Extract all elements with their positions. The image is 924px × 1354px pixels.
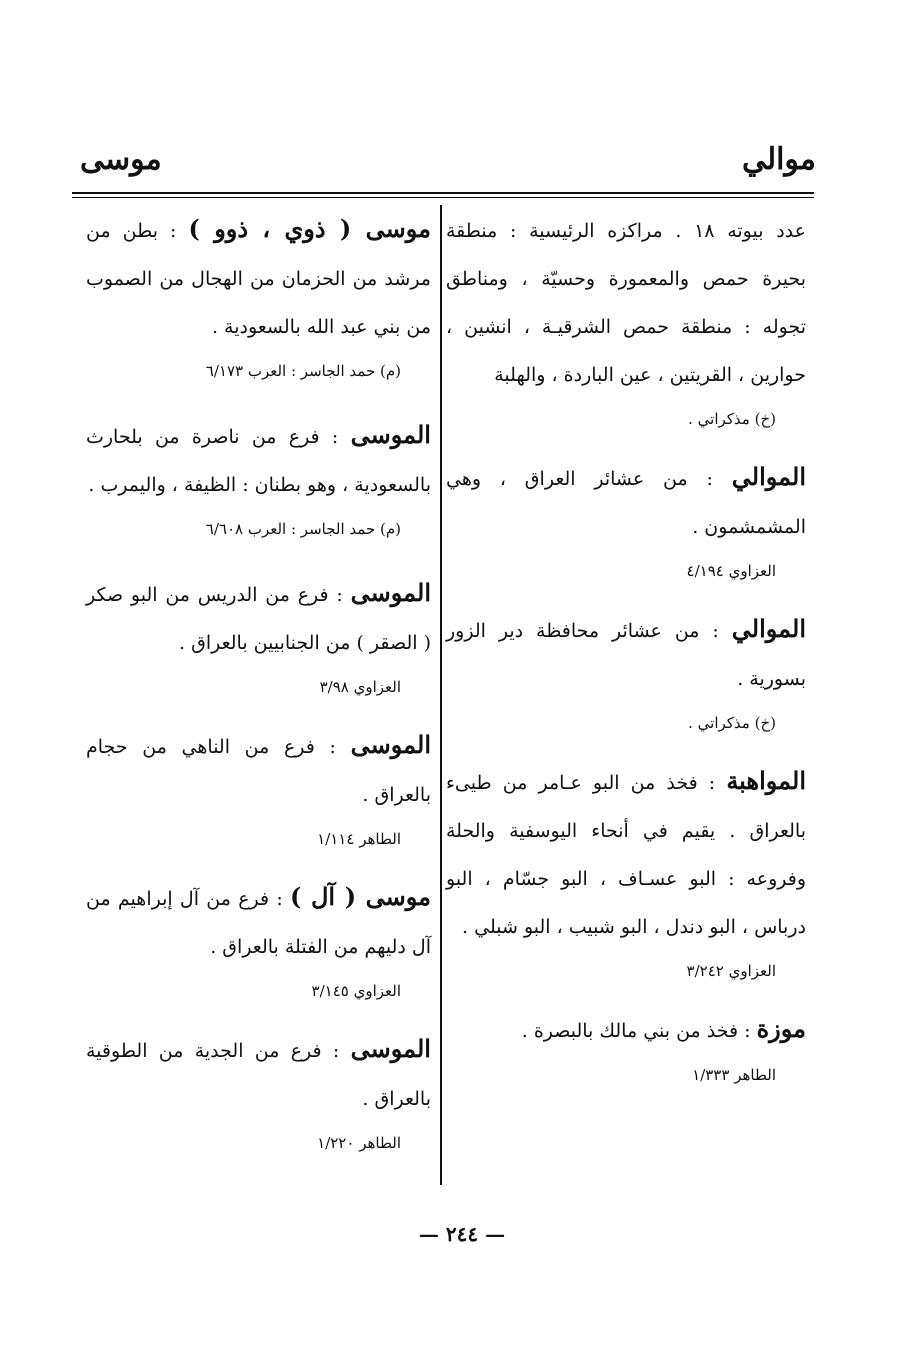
entry-almawali-2 xyxy=(446,605,806,743)
entry-term: الموالي xyxy=(731,614,807,643)
entry-body: : فخذ من بني مالك بالبصرة . xyxy=(521,1020,751,1042)
entry-body: : فخذ من البو عـامر من طيىء بالعراق . يقيم في أنحاء اليوسفية والحلة وفروعه : البو عسـاف ، البو جسّام ، البو درباس ، البو دندل ، البو شبيب ، البو شبلي . xyxy=(446,772,806,938)
entry-term: الموسى xyxy=(350,578,431,607)
entry-source: العزاوي ٣/٩٨ xyxy=(319,678,401,696)
entry-source: العزاوي ٤/١٩٤ xyxy=(686,562,776,580)
entry-text xyxy=(86,1025,431,1123)
entry-almusa-3 xyxy=(86,721,431,859)
entry-source: العزاوي ٣/١٤٥ xyxy=(311,982,401,1000)
entry-almawali-1 xyxy=(446,453,806,591)
entry-almawahiba xyxy=(446,757,806,991)
entry-source: العزاوي ٣/٢٤٢ xyxy=(686,962,776,980)
entry-body: عدد بيوته ١٨ . مراكزه الرئيسية : منطقة بحيرة حمص والمعمورة وحسيّة ، ومناطق تجوله : منطقة حمص الشرقيـة ، انشين ، حوارين ، القريتين ، عين الباردة ، والهلبة xyxy=(446,220,806,386)
entry-term: الموسى xyxy=(350,420,431,449)
entry-text xyxy=(446,1005,806,1055)
entry-term: المواهبة xyxy=(726,766,806,795)
entry-term: موزة xyxy=(756,1014,806,1043)
entry-text xyxy=(86,873,431,971)
entry-almusa-1 xyxy=(86,411,431,549)
header-rule-thin xyxy=(72,197,814,198)
entry-term: موسى ( ذوي ، ذوو ) xyxy=(188,214,432,243)
entry-text xyxy=(446,757,806,951)
entry-musa-al xyxy=(86,873,431,1011)
entry-term: الموالي xyxy=(731,462,806,491)
entry-text xyxy=(446,605,806,703)
entry-text xyxy=(86,569,431,667)
entry-mawza xyxy=(446,1005,806,1095)
column-divider xyxy=(440,205,442,1185)
entry-text xyxy=(86,205,431,351)
entry-term: موسى ( آل ) xyxy=(290,882,431,911)
entry-body: : فرع من آل إبراهيم من آل دليهم من الفتلة بالعراق . xyxy=(86,888,431,958)
entry-almusa-4 xyxy=(86,1025,431,1163)
entry-text xyxy=(86,411,431,509)
running-header-left: موسى xyxy=(80,142,162,177)
entry-musa-dhawi xyxy=(86,205,431,391)
left-column xyxy=(86,205,431,1163)
entry-term: الموسى xyxy=(350,1034,431,1063)
entry-body: : فرع من الجدية من الطوقية بالعراق . xyxy=(86,1040,431,1110)
entry-source: (م) حمد الجاسر : العرب ٦/٦٠٨ xyxy=(205,520,401,538)
entry-text xyxy=(446,453,806,551)
header-rule xyxy=(72,192,814,194)
entry-source: الطاهر ١/٣٣٣ xyxy=(692,1066,776,1084)
right-column xyxy=(446,205,806,1095)
entry-body: : فرع من الناهي من حجام بالعراق . xyxy=(86,736,431,806)
entry-source: (م) حمد الجاسر : العرب ٦/١٧٣ xyxy=(205,362,401,380)
entry-source: الطاهر ١/١١٤ xyxy=(317,830,401,848)
entry-text xyxy=(446,205,806,399)
entry-body: : بطن من مرشد من الحزمان من الهجال من الصموب من بني عبد الله بالسعودية . xyxy=(86,220,431,338)
entry-almusa-2 xyxy=(86,569,431,707)
entry-body: : فرع من ناصرة من بلحارث بالسعودية ، وهو بطنان : الظيفة ، واليمرب . xyxy=(86,426,431,496)
page-number: — ٢٤٤ — xyxy=(418,1222,506,1246)
entry-source: الطاهر ١/٢٢٠ xyxy=(317,1134,401,1152)
entry-term: الموسى xyxy=(350,730,431,759)
entry-source: (خ) مذكراتي . xyxy=(688,410,776,428)
entry-continuation xyxy=(446,205,806,439)
entry-text xyxy=(86,721,431,819)
entry-body: : فرع من الدريس من البو صكر ( الصقر ) من الجنابيين بالعراق . xyxy=(86,584,431,654)
entry-source: (خ) مذكراتي . xyxy=(688,714,776,732)
running-header-right: موالي xyxy=(741,142,816,177)
entry-body: : من عشائر العراق ، وهي المشمشمون . xyxy=(446,468,806,538)
entry-body: : من عشائر محافظة دير الزور بسورية . xyxy=(446,620,806,690)
